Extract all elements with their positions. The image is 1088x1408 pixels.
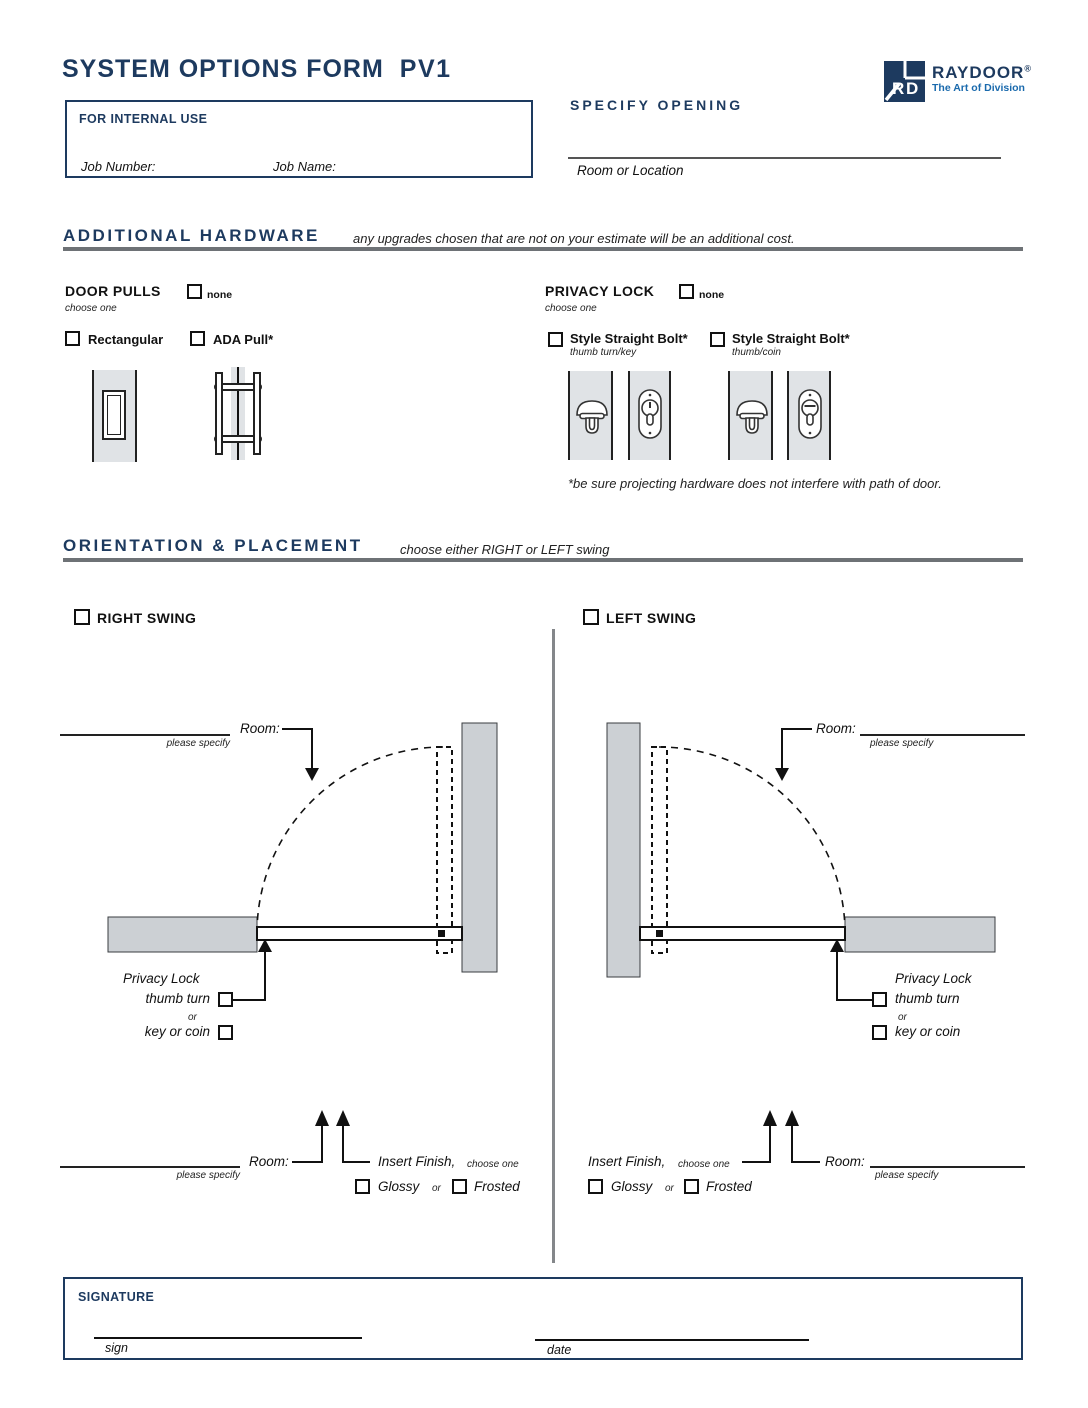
rs-thumb-turn-checkbox[interactable] [218,992,233,1007]
ls-thumb-turn-label: thumb turn [895,991,960,1006]
ada-glass-centerline [237,367,240,460]
rs-key-or-coin-label: key or coin [144,1024,210,1039]
straight-bolt-coin-sublabel: thumb/coin [732,347,781,358]
internal-use-heading: FOR INTERNAL USE [79,112,208,126]
right-swing-label: RIGHT SWING [97,610,197,626]
rs-insert-finish-choose-one: choose one [467,1159,519,1170]
signature-heading: SIGNATURE [78,1290,155,1304]
ada-pull-label: ADA Pull* [213,332,274,347]
ada-pull-diagram [215,367,261,460]
rs-key-or-coin-checkbox[interactable] [218,1025,233,1040]
orientation-heading: ORIENTATION & PLACEMENT [63,536,363,555]
ada-handle-left [215,372,223,455]
internal-use-box [65,100,533,178]
orientation-rule [63,558,1023,562]
date-line[interactable] [535,1339,809,1341]
rectangular-pull-diagram [92,370,137,462]
ls-thumb-turn-checkbox[interactable] [872,992,887,1007]
door-pulls-none-checkbox[interactable] [187,284,202,299]
right-swing-diagram [60,690,554,1210]
page-title-code: PV1 [399,55,452,83]
straight-bolt-key-label: Style Straight Bolt* [570,331,688,346]
rs-thumb-turn-label: thumb turn [145,991,210,1006]
door-pulls-heading: DOOR PULLS [65,283,161,299]
room-or-location-line[interactable] [568,157,1001,159]
page-title [62,55,452,84]
rectangular-pull-inner [107,395,121,435]
privacy-lock-footnote: *be sure projecting hardware does not interfere with path of door. [568,476,942,491]
ada-handle-right [253,372,261,455]
rs-room-bottom-please-specify: please specify [176,1170,240,1181]
ls-frosted-label: Frosted [706,1179,752,1194]
privacy-lock-none-checkbox[interactable] [679,284,694,299]
ls-glossy-checkbox[interactable] [588,1179,603,1194]
ls-finish-or-label: or [665,1183,674,1194]
ls-or-label: or [898,1012,907,1023]
date-label: date [547,1343,572,1357]
left-swing-drawing [554,690,1029,1210]
privacy-lock-none-label: none [699,289,725,301]
orientation-note: choose either RIGHT or LEFT swing [400,542,610,557]
sign-line[interactable] [94,1337,362,1339]
left-swing-checkbox[interactable] [583,609,599,625]
specify-opening-heading: SPECIFY OPENING [570,97,744,113]
page-title-text: SYSTEM OPTIONS FORM [62,55,384,83]
right-swing-checkbox[interactable] [74,609,90,625]
coin-cylinder-stile [787,371,831,460]
key-cylinder-stile [628,371,671,460]
svg-text:D: D [906,79,919,98]
rs-frosted-label: Frosted [474,1179,520,1194]
ls-insert-finish-choose-one: choose one [678,1159,730,1170]
ls-privacy-lock-label: Privacy Lock [895,971,972,986]
raydoor-logo-icon [884,61,925,102]
ls-room-bottom-label: Room: [825,1154,865,1169]
coin-cylinder-icon [795,388,825,440]
privacy-lock-choose-one: choose one [545,303,597,314]
job-number-label[interactable]: Job Number: [81,159,156,174]
rectangular-label: Rectangular [88,332,164,347]
rectangular-checkbox[interactable] [65,331,80,346]
signature-box [63,1277,1023,1360]
key-cylinder-icon [635,388,665,440]
thumb-turn-stile-2 [728,371,773,460]
brand-name [932,63,1032,83]
raydoor-logo [884,61,925,107]
ls-room-please-specify: please specify [870,738,934,749]
sign-label: sign [105,1341,128,1355]
rectangular-pull-outer [102,390,126,440]
additional-hardware-note: any upgrades chosen that are not on your estimate will be an additional cost. [353,231,795,246]
rs-room-label: Room: [240,721,280,736]
straight-bolt-coin-checkbox[interactable] [710,332,725,347]
rs-glossy-label: Glossy [378,1179,420,1194]
ada-pull-checkbox[interactable] [190,331,205,346]
straight-bolt-key-sublabel: thumb turn/key [570,347,637,358]
rs-insert-finish-label: Insert Finish, [378,1154,456,1169]
thumb-turn-icon [732,397,772,437]
thumb-turn-icon [572,397,612,437]
rs-privacy-lock-label: Privacy Lock [123,971,200,986]
room-or-location-label: Room or Location [577,163,684,178]
left-swing-label: LEFT SWING [606,610,697,626]
additional-hardware-heading: ADDITIONAL HARDWARE [63,226,320,245]
job-name-label[interactable]: Job Name: [273,159,336,174]
privacy-lock-heading: PRIVACY LOCK [545,283,655,299]
rs-room-please-specify: please specify [166,738,230,749]
left-swing-diagram [554,690,1029,1210]
ls-frosted-checkbox[interactable] [684,1179,699,1194]
brand-tagline: The Art of Division [932,82,1025,94]
right-swing-drawing [60,690,554,1210]
door-pulls-choose-one: choose one [65,303,117,314]
ls-insert-finish-label: Insert Finish, [588,1154,666,1169]
brand-text: RAYDOOR [932,63,1025,82]
registered-mark: ® [1024,63,1032,74]
rs-room-bottom-label: Room: [249,1154,289,1169]
ls-room-label: Room: [816,721,856,736]
ls-key-or-coin-label: key or coin [895,1024,961,1039]
ls-glossy-label: Glossy [611,1179,653,1194]
straight-bolt-key-checkbox[interactable] [548,332,563,347]
door-pulls-none-label: none [207,289,233,301]
svg-text:R: R [892,79,905,98]
straight-bolt-coin-label: Style Straight Bolt* [732,331,850,346]
additional-hardware-rule [63,247,1023,251]
ls-room-bottom-please-specify: please specify [875,1170,939,1181]
rs-or-label: or [188,1012,197,1023]
rs-frosted-checkbox[interactable] [452,1179,467,1194]
ls-key-or-coin-checkbox[interactable] [872,1025,887,1040]
thumb-turn-stile-1 [568,371,613,460]
rs-glossy-checkbox[interactable] [355,1179,370,1194]
rs-finish-or-label: or [432,1183,441,1194]
